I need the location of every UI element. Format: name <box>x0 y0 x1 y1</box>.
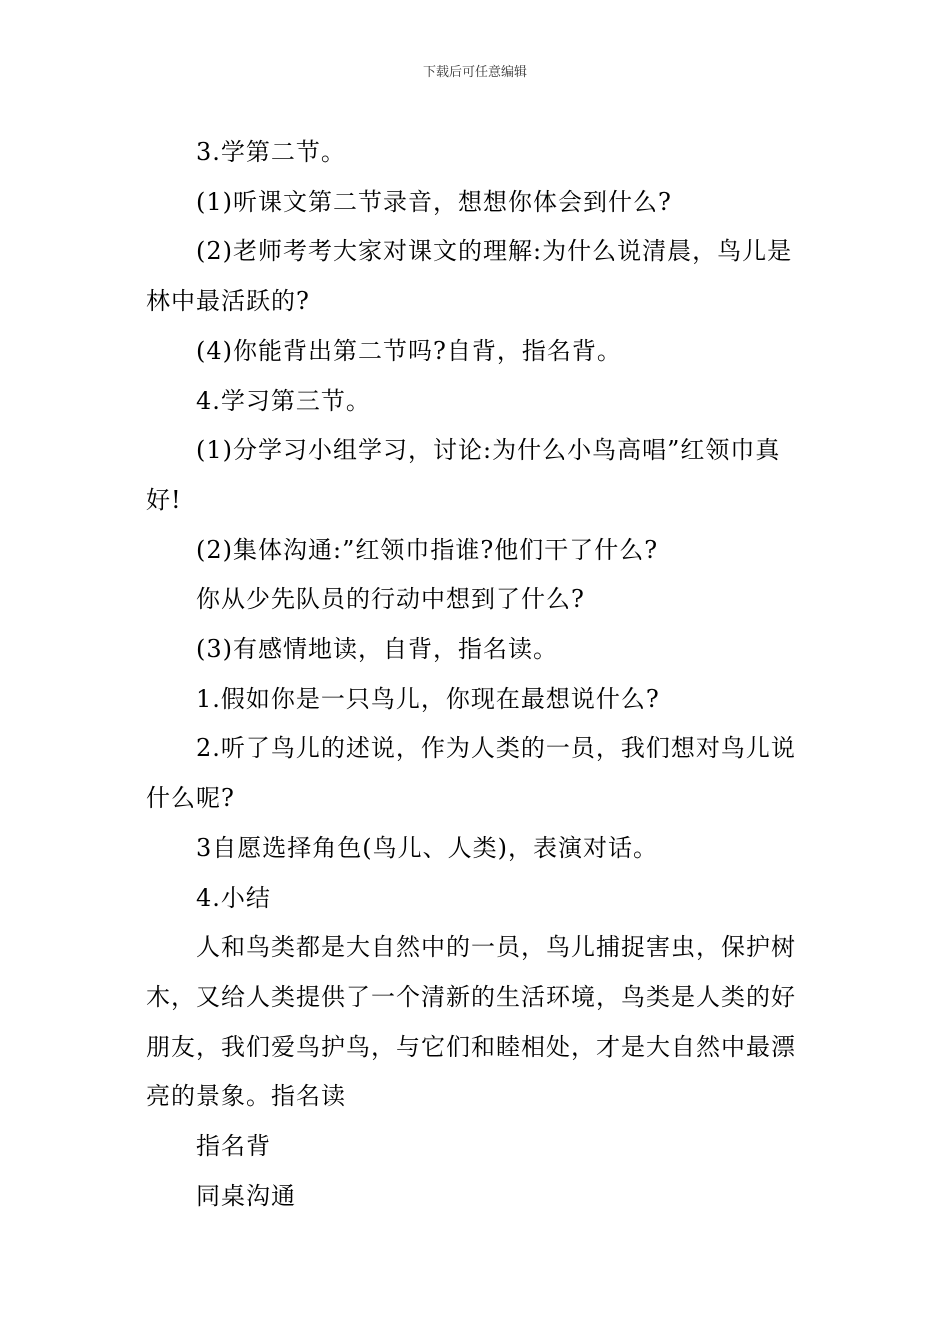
document-body <box>146 128 811 1221</box>
paragraph-deskmate-exchange: 同桌沟通 <box>196 1181 296 1210</box>
paragraph-collective-exchange: (2)集体沟通:”红领巾指谁?他们干了什么? <box>196 535 659 564</box>
paragraph-young-pioneers: 你从少先队员的行动中想到了什么? <box>196 585 585 614</box>
paragraph-listen-recording: (1)听课文第二节录音，想想你体会到什么? <box>196 187 672 216</box>
page-header-note: 下载后可任意编辑 <box>422 65 527 80</box>
paragraph-human-reply: 2.听了鸟儿的述说，作为人类的一员，我们想对鸟儿说什么呢? <box>146 734 796 813</box>
paragraph-summary-title: 4.小结 <box>196 883 271 912</box>
paragraph-section-3-title: 4.学习第三节。 <box>196 386 371 415</box>
paragraph-recite-section-2: (4)你能背出第二节吗?自背，指名背。 <box>196 336 622 365</box>
paragraph-recite-by-name: 指名背 <box>196 1132 271 1161</box>
paragraph-teacher-question: (2)老师考考大家对课文的理解:为什么说清晨，鸟儿是林中最活跃的? <box>146 237 793 316</box>
paragraph-if-you-were-bird: 1.假如你是一只鸟儿，你现在最想说什么? <box>196 684 660 713</box>
paragraph-group-discussion: (1)分学习小组学习，讨论:为什么小鸟高唱”红领巾真好! <box>146 436 781 514</box>
paragraph-summary-body: 人和鸟类都是大自然中的一员，鸟儿捕捉害虫，保护树木，又给人类提供了一个清新的生活环境，鸟类是人类的好朋友，我们爱鸟护鸟，与它们和睦相处，才是大自然中最漂亮的景象。指名读 <box>146 933 796 1111</box>
paragraph-role-play: 3自愿选择角色(鸟儿、人类)，表演对话。 <box>196 833 658 862</box>
paragraph-read-with-emotion: (3)有感情地读，自背，指名读。 <box>196 635 558 664</box>
paragraph-section-2-title: 3.学第二节。 <box>196 138 346 166</box>
